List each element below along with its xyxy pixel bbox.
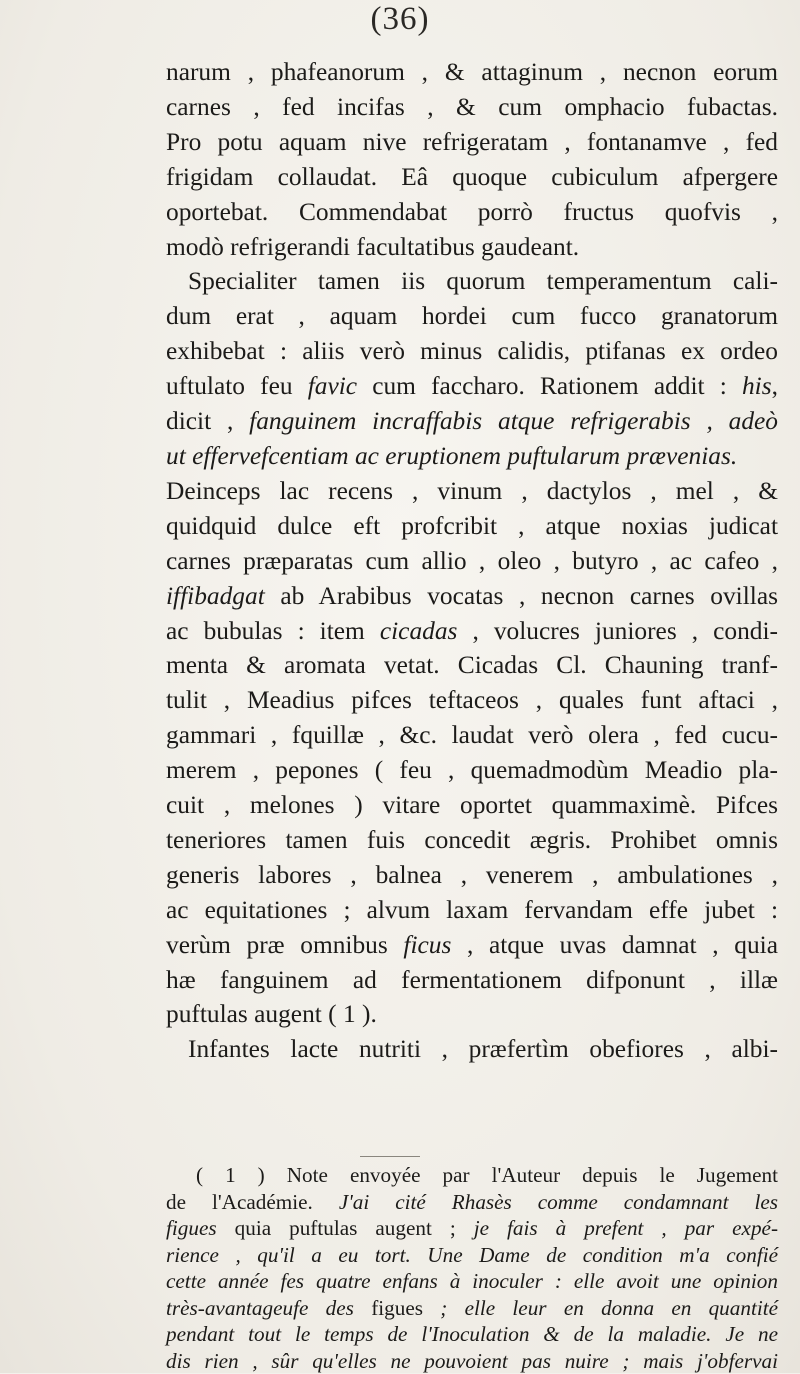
text-line: menta & aromata vetat. Cicadas Cl. Chauning tranf- [166, 648, 778, 683]
footnote-line: rience , qu'il a eu tort. Une Dame de condition m'a confié [166, 1242, 778, 1269]
text-line: dicit , fanguinem incraffabis atque refrigerabis , adeò [166, 404, 778, 439]
text-line: ac bubulas : item cicadas , volucres juniores , condi- [166, 614, 778, 649]
text-line: narum , phafeanorum , & attaginum , necnon eorum [166, 55, 778, 90]
text-line: iffibadgat ab Arabibus vocatas , necnon carnes ovillas [166, 579, 778, 614]
footnote-divider [360, 1156, 420, 1157]
text-line: Pro potu aquam nive refrigeratam , fontanamve , fed [166, 125, 778, 160]
footnote-line: de l'Académie. J'ai cité Rhasès comme condamnant les [166, 1189, 778, 1216]
footnote-line: très-avantageufe des figues ; elle leur en donna en quantité [166, 1295, 778, 1322]
text-line: tulit , Meadius pifces teftaceos , quales funt aftaci , [166, 683, 778, 718]
text-line: frigidam collaudat. Eâ quoque cubiculum afpergere [166, 160, 778, 195]
text-line: cuit , melones ) vitare oportet quammaximè. Pifces [166, 788, 778, 823]
text-line: gammari , fquillæ , &c. laudat verò olera , fed cucu- [166, 718, 778, 753]
text-line: Infantes lacte nutriti , præfertìm obefiores , albi- [166, 1032, 778, 1067]
italic-term: cicadas [380, 617, 458, 645]
footnote-line: pendant tout le temps de l'Inoculation & de la maladie. Je ne [166, 1321, 778, 1348]
italic-phrase: ut effervefcentiam ac eruptionem puftularum prævenias. [166, 442, 737, 470]
text-line: oportebat. Commendabat porrò fructus quofvis , [166, 195, 778, 230]
text-line: carnes præparatas cum allio , oleo , butyro , ac cafeo , [166, 544, 778, 579]
footnote-line: figues quia puftulas augent ; je fais à prefent , par expé- [166, 1215, 778, 1242]
text-line: modò refrigerandi facultatibus gaudeant. [166, 230, 778, 265]
footnote-line: cette année fes quatre enfans à inoculer : elle avoit une opinion [166, 1268, 778, 1295]
text-line: puftulas augent ( 1 ). [166, 997, 778, 1032]
page-number: (36) [0, 1, 800, 38]
text-line: ac equitationes ; alvum laxam fervandam effe jubet : [166, 893, 778, 928]
text-line [166, 439, 778, 474]
text-line: verùm præ omnibus ficus , atque uvas damnat , quia [166, 928, 778, 963]
text-line: Deinceps lac recens , vinum , dactylos , mel , & [166, 474, 778, 509]
text-line: exhibebat : aliis verò minus calidis, ptifanas ex ordeo [166, 334, 778, 369]
italic-term: favic [308, 372, 357, 400]
text-line: Specialiter tamen iis quorum temperamentum cali- [166, 264, 778, 299]
footnote-line: ( 1 ) Note envoyée par l'Auteur depuis le Jugement [166, 1162, 778, 1189]
text-line: merem , pepones ( feu , quemadmodùm Meadio pla- [166, 753, 778, 788]
text-line: carnes , fed incifas , & cum omphacio fubactas. [166, 90, 778, 125]
text-line: teneriores tamen fuis concedit ægris. Prohibet omnis [166, 823, 778, 858]
text-line: uftulato feu favic cum faccharo. Rationem addit : his, [166, 369, 778, 404]
italic-term: ficus [403, 931, 451, 959]
main-text [166, 55, 778, 1067]
text-line: hæ fanguinem ad fermentationem difponunt , illæ [166, 963, 778, 998]
italic-term: iffibadgat [166, 582, 265, 610]
text-line: generis labores , balnea , venerem , ambulationes , [166, 858, 778, 893]
footnote-line: dis rien , sûr qu'elles ne pouvoient pas nuire ; mais j'obfervai [166, 1348, 778, 1374]
italic-phrase: fanguinem incraffabis atque refrigerabis , adeò [249, 407, 778, 435]
text-line: quidquid dulce eft profcribit , atque noxias judicat [166, 509, 778, 544]
italic-term: his [742, 372, 772, 400]
footnote [166, 1162, 778, 1374]
text-line: dum erat , aquam hordei cum fucco granatorum [166, 299, 778, 334]
